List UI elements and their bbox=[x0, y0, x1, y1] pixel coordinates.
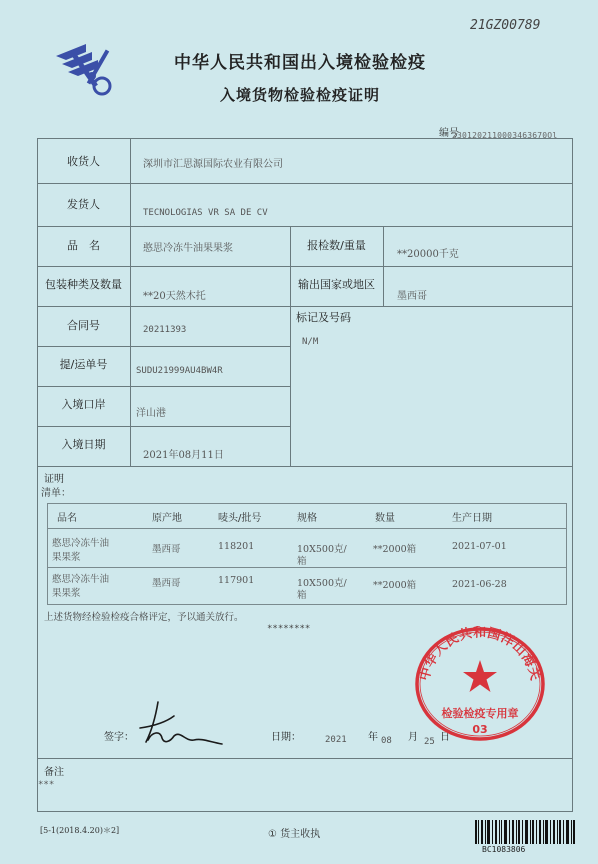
year-character: 年 bbox=[368, 732, 378, 743]
row2-origin: 墨西哥 bbox=[152, 578, 181, 589]
consignor-label: 发货人 bbox=[67, 198, 100, 211]
origin-country-label: 输出国家或地区 bbox=[298, 278, 375, 291]
certificate-title: 入境货物检验检疫证明 bbox=[219, 86, 380, 104]
month-character: 月 bbox=[408, 732, 418, 743]
weight-label: 报检数/重量 bbox=[307, 239, 366, 252]
row1-batch: 118201 bbox=[218, 541, 255, 552]
row-divider bbox=[37, 183, 573, 184]
col-header-spec: 规格 bbox=[297, 513, 317, 524]
consignee-label: 收货人 bbox=[67, 155, 100, 168]
form-code: [5-1(2018.4.20)＊2] bbox=[40, 826, 120, 835]
list-label: 清单： bbox=[41, 488, 71, 499]
package-label: 包装种类及数量 bbox=[45, 278, 122, 291]
row1-name-line1: 憨思冷冻牛油 bbox=[52, 538, 110, 549]
row2-spec-line2: 箱 bbox=[297, 590, 307, 601]
column-divider bbox=[290, 226, 291, 466]
row-divider bbox=[37, 226, 573, 227]
barcode-number: BC1083806 bbox=[482, 845, 526, 854]
entry-date-value: 2021年08月11日 bbox=[143, 450, 224, 461]
row1-date: 2021-07-01 bbox=[452, 541, 507, 552]
marks-value: N/M bbox=[302, 337, 319, 347]
doc-number-value: 2301202110003463670Ol bbox=[452, 131, 558, 140]
table-row-divider bbox=[47, 567, 567, 568]
stamp-number: 03 bbox=[472, 723, 488, 736]
handwritten-serial: 21GZ00789 bbox=[470, 18, 541, 33]
weight-value: **20000千克 bbox=[397, 249, 459, 260]
date-label: 日期： bbox=[271, 732, 301, 743]
copy-holder-label: ① 货主收执 bbox=[268, 829, 321, 840]
marks-label: 标记及号码 bbox=[296, 311, 351, 324]
date-month: 08 bbox=[381, 736, 392, 746]
row1-spec-line2: 箱 bbox=[297, 556, 307, 567]
row2-name-line1: 憨思冷冻牛油 bbox=[52, 574, 110, 585]
stamp-bottom-text: 检验检疫专用章 bbox=[441, 707, 519, 720]
col-header-name: 品名 bbox=[57, 513, 77, 524]
consignor-value: TECNOLOGIAS VR SA DE CV bbox=[143, 208, 268, 218]
product-name-label: 品 名 bbox=[67, 239, 100, 252]
column-divider bbox=[383, 226, 384, 306]
entry-date-label: 入境日期 bbox=[61, 438, 106, 451]
origin-country-value: 墨西哥 bbox=[397, 291, 427, 302]
entry-port-value: 洋山港 bbox=[136, 408, 166, 419]
column-divider bbox=[130, 138, 131, 466]
table-header-divider bbox=[47, 528, 567, 529]
bill-of-lading-value: SUDU21999AU4BW4R bbox=[136, 366, 223, 376]
stamp-arc-text: 中华人民共和国洋山海关 bbox=[417, 626, 543, 683]
conformity-statement: 上述货物经检验检疫合格评定，予以通关放行。 bbox=[44, 612, 244, 623]
signature-label: 签字： bbox=[104, 732, 134, 743]
ciq-emblem-icon bbox=[52, 42, 120, 100]
bill-of-lading-label: 提/运单号 bbox=[59, 358, 108, 371]
row2-spec-line1: 10X500克/ bbox=[297, 578, 347, 589]
row1-name-line2: 果果浆 bbox=[52, 552, 81, 563]
row2-qty: **2000箱 bbox=[373, 580, 417, 591]
entry-port-label: 入境口岸 bbox=[61, 398, 106, 411]
row2-date: 2021-06-28 bbox=[452, 579, 507, 590]
row1-origin: 墨西哥 bbox=[152, 544, 181, 555]
remarks-label: 备注 bbox=[44, 767, 64, 778]
contract-label: 合同号 bbox=[67, 319, 100, 332]
proof-label: 证明 bbox=[44, 474, 64, 485]
row1-spec-line1: 10X500克/ bbox=[297, 544, 347, 555]
row-divider bbox=[37, 426, 290, 427]
col-header-date: 生产日期 bbox=[452, 513, 492, 524]
stars-line: ******** bbox=[267, 624, 311, 634]
row-divider bbox=[37, 306, 573, 307]
day-character: 日 bbox=[440, 732, 450, 743]
col-header-batch: 唛头/批号 bbox=[218, 513, 262, 524]
consignee-value: 深圳市汇思源国际农业有限公司 bbox=[143, 159, 283, 170]
certificate-issuer-title: 中华人民共和国出入境检验检疫 bbox=[174, 53, 426, 73]
row2-batch: 117901 bbox=[218, 575, 255, 586]
date-year: 2021 bbox=[325, 735, 347, 745]
doc-number-label: 编号 bbox=[439, 128, 459, 139]
product-name-value: 憨思冷冻牛油果果浆 bbox=[143, 243, 233, 254]
package-value: **20天然木托 bbox=[143, 291, 206, 302]
row2-name-line2: 果果浆 bbox=[52, 588, 81, 599]
col-header-qty: 数量 bbox=[375, 513, 395, 524]
col-header-origin: 原产地 bbox=[152, 513, 182, 524]
row-divider bbox=[37, 346, 290, 347]
barcode-icon bbox=[475, 820, 575, 844]
row-divider bbox=[37, 386, 290, 387]
row1-qty: **2000箱 bbox=[373, 544, 417, 555]
date-day: 25 bbox=[424, 737, 435, 747]
official-stamp bbox=[413, 626, 547, 742]
contract-value: 20211393 bbox=[143, 325, 187, 335]
remarks-value: *** bbox=[38, 780, 55, 790]
row-divider bbox=[37, 466, 573, 467]
row-divider bbox=[37, 266, 573, 267]
handwritten-signature bbox=[130, 700, 230, 750]
row-divider bbox=[37, 758, 573, 759]
